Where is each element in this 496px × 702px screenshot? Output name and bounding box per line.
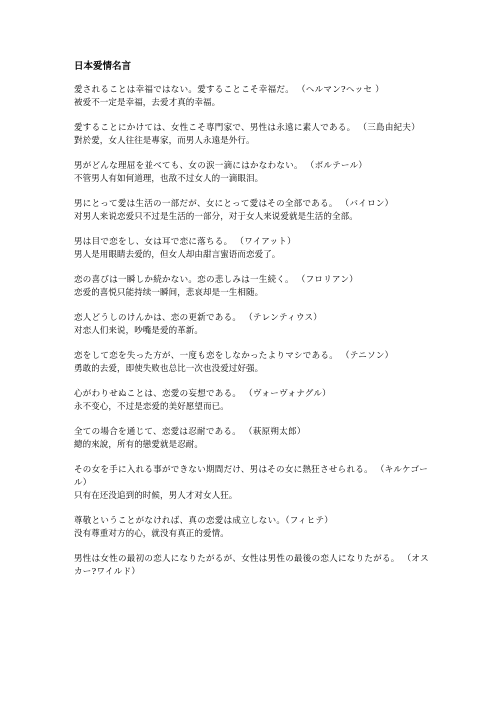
chinese-translation: 勇敢的去爱，即使失败也总比一次也没爱过好强。 (74, 364, 264, 374)
quote-entry (74, 122, 432, 148)
chinese-translation: 被爱不一定是幸福，去爱才真的幸福。 (74, 98, 221, 108)
quote-entry (74, 274, 432, 300)
document-content (74, 60, 432, 591)
quote-entry (74, 464, 432, 503)
japanese-quote: 愛されることは幸福ではない。愛することこそ幸福だ。 （ヘルマン?ヘッセ ） (74, 85, 385, 95)
chinese-translation: 總的來說，所有的戀愛就是忍耐。 (74, 440, 204, 450)
japanese-quote: 全ての場合を通じて、恋愛は忍耐である。 （萩原朔太郎） (74, 427, 306, 437)
quote-entry (74, 350, 432, 376)
japanese-quote: その女を手に入れる事ができない期間だけ、男はその女に熱狂させられる。 （キルケゴール） (74, 465, 429, 488)
quote-entry (74, 236, 432, 262)
japanese-quote: 男は目で恋をし、女は耳で恋に落ちる。 （ワイアット） (74, 237, 296, 247)
quote-entry (74, 160, 432, 186)
quote-entry (74, 84, 432, 110)
chinese-translation: 男人是用眼睛去爱的，但女人却由甜言蜜语而恋爱了。 (74, 250, 281, 260)
chinese-translation: 只有在还没追到的时候，男人才对女人狂。 (74, 491, 238, 501)
japanese-quote: 男にとって愛は生活の一部だが、女にとって愛はその全部である。 （バイロン） (74, 199, 394, 209)
quote-entry (74, 426, 432, 452)
chinese-translation: 对男人来说恋爱只不过是生活的一部分，对于女人来说爱就是生活的全部。 (74, 212, 358, 222)
japanese-quote: 尊敬ということがなければ、真の恋愛は成立しない。（フィヒテ） (74, 516, 334, 526)
japanese-quote: 男性は女性の最初の恋人になりたがるが、女性は男性の最後の恋人になりたがる。 （オスカー?ワイルド） (74, 554, 429, 577)
japanese-quote: 恋の喜びは一瞬しか続かない。恋の悲しみは一生続く。 （フロリアン） (74, 275, 359, 285)
japanese-quote: 男がどんな理屈を並べても、女の涙一滴にはかなわない。 （ボルテール） (74, 161, 368, 171)
japanese-quote: 心がわりせぬことは、恋愛の妄想である。 （ヴォーヴォナグル） (74, 389, 331, 399)
japanese-quote: 恋をして恋を失った方が、一度も恋をしなかったよりマシである。 （テニソン） (74, 351, 394, 361)
quote-entry (74, 553, 432, 579)
document-title: 日本爱情名言 (74, 61, 132, 72)
quote-entry (74, 388, 432, 414)
quote-entry (74, 515, 432, 541)
japanese-quote: 恋人どうしのけんかは、恋の更新である。 （テレンティウス） (74, 313, 323, 323)
japanese-quote: 愛することにかけては、女性こそ専門家で、男性は永遠に素人である。 （三島由紀夫） (74, 123, 421, 133)
chinese-translation: 對於愛，女人往往是專家，而男人永遠是外行。 (74, 136, 255, 146)
quote-entry (74, 312, 432, 338)
chinese-translation: 恋爱的喜悦只能持续一瞬间，悲哀却是一生相随。 (74, 288, 264, 298)
chinese-translation: 对恋人们来说，吵嘴是爱的革新。 (74, 326, 204, 336)
chinese-translation: 不管男人有如何道理，也敌不过女人的一滴眼泪。 (74, 174, 264, 184)
chinese-translation: 永不变心，不过是恋爱的美好愿望而已。 (74, 402, 229, 412)
chinese-translation: 没有尊重对方的心，就没有真正的爱情。 (74, 529, 229, 539)
quote-entry (74, 198, 432, 224)
